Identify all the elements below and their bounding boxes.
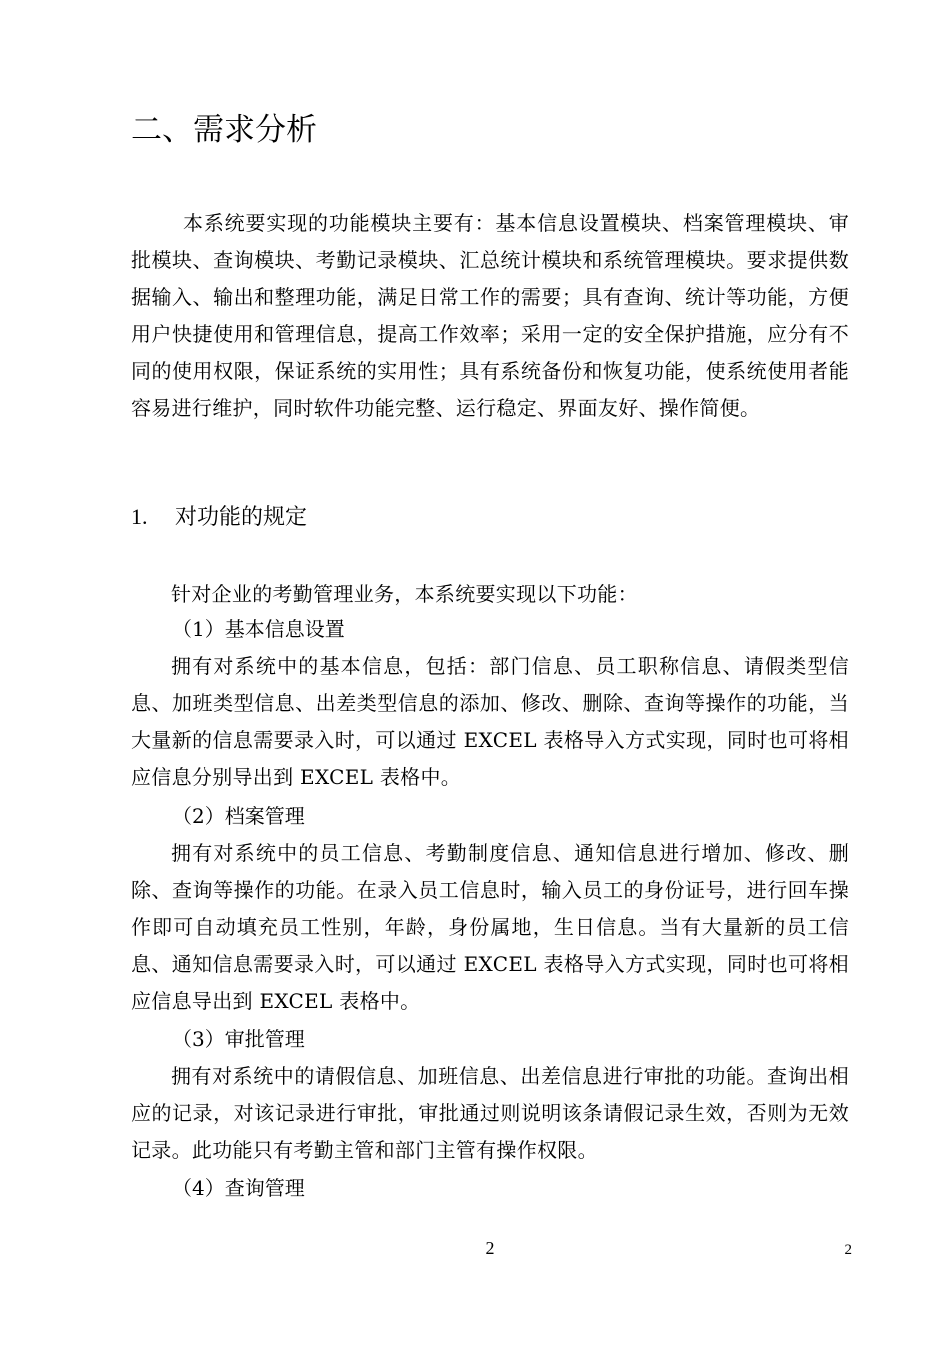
- item-label-1: （1）基本信息设置: [172, 617, 345, 641]
- subsection-number: 1.: [131, 504, 148, 529]
- intro-paragraph: 本系统要实现的功能模块主要有：基本信息设置模块、档案管理模块、审批模块、查询模块、考勤记录模块、汇总统计模块和系统管理模块。要求提供数据输入、输出和整理功能，满足日常工作的需要；具有查询、统计等功能，方便用户快捷使用和管理信息，提高工作效率；采用一定的安全保护措施，应分有不同的使用权限，保证系统的实用性；具有系统备份和恢复功能，使系统使用者能容易进行维护，同时软件功能完整、运行稳定、界面友好、操作简便。: [131, 211, 849, 420]
- item-text-2: 拥有对系统中的员工信息、考勤制度信息、通知信息进行增加、修改、删除、查询等操作的功能。在录入员工信息时，输入员工的身份证号，进行回车操作即可自动填充员工性别，年龄，身份属地，生日信息。当有大量新的员工信息、通知信息需要录入时，可以通过 EXCEL 表格导入方式实现，同时也可将相应信息导出到 EXCEL 表格中。: [131, 841, 849, 1013]
- section-heading: 二、需求分析: [131, 112, 317, 148]
- page-number-center: 2: [485, 1238, 495, 1258]
- subsection-heading: [131, 500, 307, 535]
- item-text-3: 拥有对系统中的请假信息、加班信息、出差信息进行审批的功能。查询出相应的记录，对该记录进行审批，审批通过则说明该条请假记录生效，否则为无效记录。此功能只有考勤主管和部门主管有操作权限。: [131, 1064, 849, 1162]
- item-label-2: （2）档案管理: [172, 804, 305, 828]
- page-number-right: 2: [844, 1242, 852, 1258]
- item-text-1: 拥有对系统中的基本信息，包括：部门信息、员工职称信息、请假类型信息、加班类型信息、出差类型信息的添加、修改、删除、查询等操作的功能，当大量新的信息需要录入时，可以通过 EXCEL 表格导入方式实现，同时也可将相应信息分别导出到 EXCEL 表格中。: [131, 654, 849, 789]
- item-label-3: （3）审批管理: [172, 1027, 305, 1051]
- subsection-title: 对功能的规定: [175, 505, 308, 530]
- item-label-4: （4）查询管理: [172, 1176, 305, 1200]
- lead-paragraph: 针对企业的考勤管理业务，本系统要实现以下功能：: [171, 582, 638, 606]
